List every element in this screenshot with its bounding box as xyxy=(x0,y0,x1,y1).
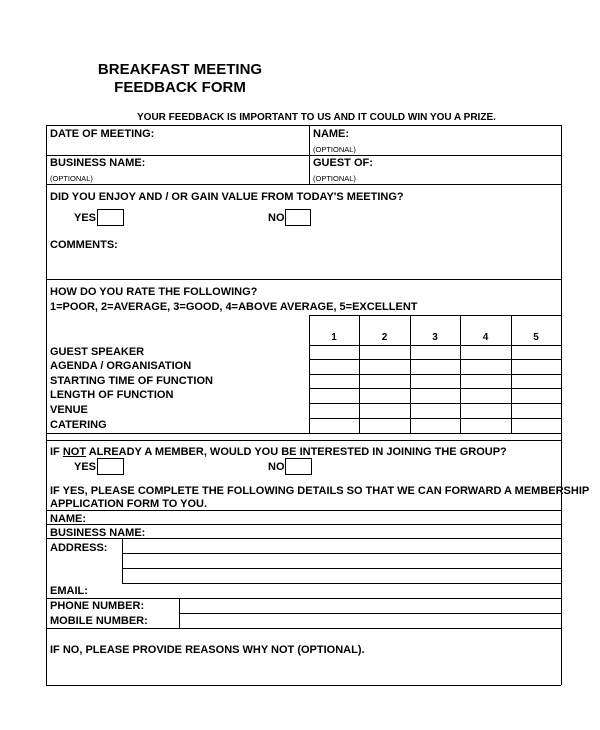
name-optional-note: (OPTIONAL) xyxy=(313,145,356,154)
membership-no-checkbox[interactable] xyxy=(285,458,312,475)
member-mobile-label: MOBILE NUMBER: xyxy=(50,615,148,627)
rating-item-agenda: AGENDA / ORGANISATION xyxy=(50,360,192,372)
member-phone-field[interactable] xyxy=(181,599,558,612)
rating-scale: 1=POOR, 2=AVERAGE, 3=GOOD, 4=ABOVE AVERAGE, 5=EXCELLENT xyxy=(50,301,418,313)
tagline: YOUR FEEDBACK IS IMPORTANT TO US AND IT COULD WIN YOU A PRIZE. xyxy=(137,112,496,123)
member-phone-label: PHONE NUMBER: xyxy=(50,600,145,612)
rating-heading: HOW DO YOU RATE THE FOLLOWING? xyxy=(50,286,258,298)
rating-item-venue: VENUE xyxy=(50,404,88,416)
rating-item-length: LENGTH OF FUNCTION xyxy=(50,389,174,401)
business-name-field[interactable] xyxy=(145,157,306,182)
name-field[interactable] xyxy=(355,127,558,153)
name-label: NAME: xyxy=(313,128,350,140)
membership-instruction-line1: IF YES, PLEASE COMPLETE THE FOLLOWING DETAILS SO THAT WE CAN FORWARD A MEMBERSHIP xyxy=(50,485,590,497)
comments-field[interactable] xyxy=(50,254,558,276)
rating-column-4: 4 xyxy=(482,332,489,343)
membership-instruction-line2: APPLICATION FORM TO YOU. xyxy=(50,498,208,510)
no-reason-label: IF NO, PLEASE PROVIDE REASONS WHY NOT (OPTIONAL). xyxy=(50,644,365,656)
membership-yes-checkbox[interactable] xyxy=(97,458,124,475)
guest-of-optional-note: (OPTIONAL) xyxy=(313,174,356,183)
member-business-name-field[interactable] xyxy=(140,525,558,538)
business-name-label: BUSINESS NAME: xyxy=(50,157,146,169)
enjoy-no-checkbox[interactable] xyxy=(285,209,311,226)
rating-column-1: 1 xyxy=(331,332,337,343)
form-title-line2: FEEDBACK FORM xyxy=(114,79,246,96)
guest-of-label: GUEST OF: xyxy=(313,157,373,169)
rating-column-2: 2 xyxy=(381,332,388,343)
rating-item-catering: CATERING xyxy=(50,419,107,431)
member-address-label: ADDRESS: xyxy=(50,542,108,554)
member-name-label: NAME: xyxy=(50,513,87,525)
membership-no-label: NO xyxy=(268,461,285,473)
enjoy-question: DID YOU ENJOY AND / OR GAIN VALUE FROM TODAY'S MEETING? xyxy=(50,191,404,203)
enjoy-no-label: NO xyxy=(268,212,285,224)
member-email-field[interactable] xyxy=(100,584,558,598)
business-name-optional-note: (OPTIONAL) xyxy=(50,174,93,183)
guest-of-field[interactable] xyxy=(375,157,558,182)
membership-question: IF NOT ALREADY A MEMBER, WOULD YOU BE INTERESTED IN JOINING THE GROUP? xyxy=(50,446,507,458)
rating-item-guest-speaker: GUEST SPEAKER xyxy=(50,346,145,358)
form-title-line1: BREAKFAST MEETING xyxy=(97,61,263,78)
rating-column-3: 3 xyxy=(432,332,438,343)
member-email-label: EMAIL: xyxy=(50,585,88,597)
comments-label: COMMENTS: xyxy=(50,239,118,251)
no-reason-field[interactable] xyxy=(50,659,558,681)
member-business-name-label: BUSINESS NAME: xyxy=(50,527,146,539)
date-of-meeting-field[interactable] xyxy=(160,127,306,153)
date-of-meeting-label: DATE OF MEETING: xyxy=(50,128,155,140)
member-address-field[interactable] xyxy=(124,539,558,582)
membership-yes-label: YES xyxy=(74,461,97,473)
rating-column-5: 5 xyxy=(533,332,539,343)
member-name-field[interactable] xyxy=(100,511,558,524)
member-mobile-field[interactable] xyxy=(181,614,558,627)
enjoy-yes-label: YES xyxy=(74,212,97,224)
rating-item-starting-time: STARTING TIME OF FUNCTION xyxy=(50,375,213,387)
enjoy-yes-checkbox[interactable] xyxy=(97,209,124,226)
